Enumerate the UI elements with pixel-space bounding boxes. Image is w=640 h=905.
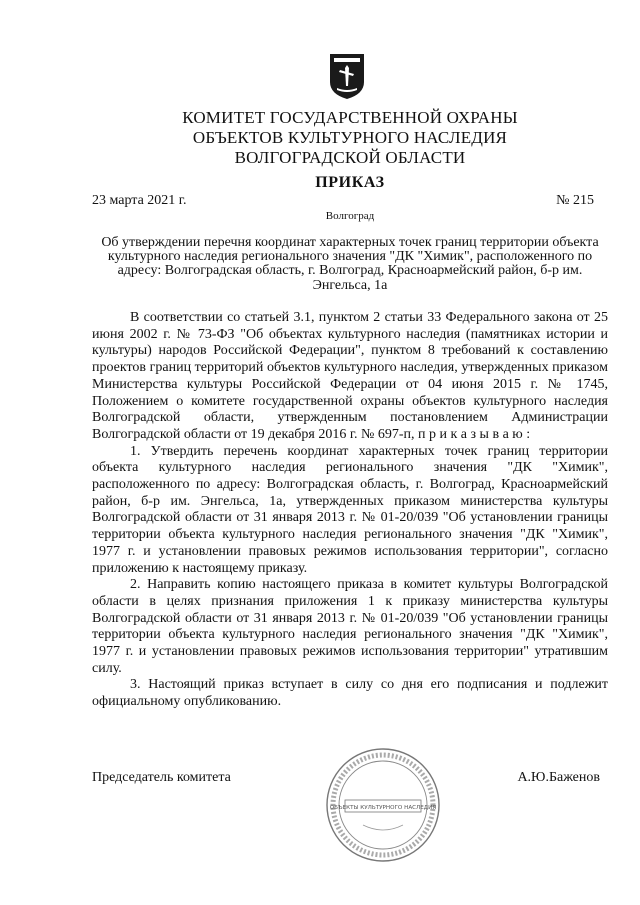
seal-center-text: ОБЪЕКТЫ КУЛЬТУРНОГО НАСЛЕДИЯ bbox=[329, 805, 437, 811]
order-body bbox=[92, 310, 608, 711]
item-3-paragraph: 3. Настоящий приказ вступает в силу со дня его подписания и подлежит официальному опубликованию. bbox=[92, 677, 608, 710]
item-2-paragraph: 2. Направить копию настоящего приказа в комитет культуры Волгоградской области в целях признания приложения 1 к приказу министерства культуры Волгоградской области от 31 января 2013 г. № 01-20/039 "Об установлении границы территории объекта культурного наследия регионального значения "ДК "Химик", 1977 г. и установлении правовых режимов использования территории" утратившим силу. bbox=[92, 577, 608, 676]
official-stamp-icon bbox=[323, 745, 443, 865]
preamble-paragraph: В соответствии со статьей 3.1, пунктом 2 статьи 33 Федерального закона от 25 июня 2002 г. № 73-ФЗ "Об объектах культурного наследия (памятниках истории и культуры) народов Российской Федерации", пунктом 8 требований к составлению проектов границ территорий объектов культурного наследия, утвержденных приказом Министерства культуры Российской Федерации от 04 июня 2015 г. № 1745, Положением о комитете государственной охраны объектов культурного наследия Волгоградской области, утвержденным постановлением Администрации Волгоградской области от 19 декабря 2016 г. № 697-п, п р и к а з ы в а ю : bbox=[92, 310, 608, 442]
item-1-paragraph: 1. Утвердить перечень координат характерных точек границ территории объекта культурного наследия регионального значения "ДК "Химик", расположенного по адресу: Волгоградская область, г. Волгоград, Красноармейский район, б-р им. Энгельса, 1а, утвержденных приказом министерства культуры Волгоградской области от 31 января 2013 г. № 01-20/039 "Об установлении границы территории объекта культурного наследия регионального значения "ДК "Химик", 1977 г. и установлении правовых режимов использования территории", согласно приложению к настоящему приказу. bbox=[92, 443, 608, 576]
signer-position: Председатель комитета bbox=[92, 770, 231, 785]
order-title: ПРИКАЗ bbox=[315, 174, 385, 191]
order-date: 23 марта 2021 г. bbox=[92, 193, 187, 208]
org-line-1: КОМИТЕТ ГОСУДАРСТВЕННОЙ ОХРАНЫ bbox=[182, 108, 518, 127]
order-number: № 215 bbox=[556, 193, 594, 208]
org-line-2: ОБЪЕКТОВ КУЛЬТУРНОГО НАСЛЕДИЯ bbox=[192, 128, 508, 147]
order-city: Волгоград bbox=[325, 210, 375, 222]
volgograd-coat-of-arms-icon bbox=[328, 52, 366, 100]
signer-name: А.Ю.Баженов bbox=[517, 770, 600, 785]
organization-name bbox=[0, 108, 640, 168]
order-subject: Об утверждении перечня координат характерных точек границ территории объекта культурного наследия регионального значения "ДК "Химик", расположенного по адресу: Волгоградская область, г. Волгоград, Красноармейский район, б-р им. Энгельса, 1а bbox=[101, 235, 599, 293]
org-line-3: ВОЛГОГРАДСКОЙ ОБЛАСТИ bbox=[234, 148, 466, 167]
